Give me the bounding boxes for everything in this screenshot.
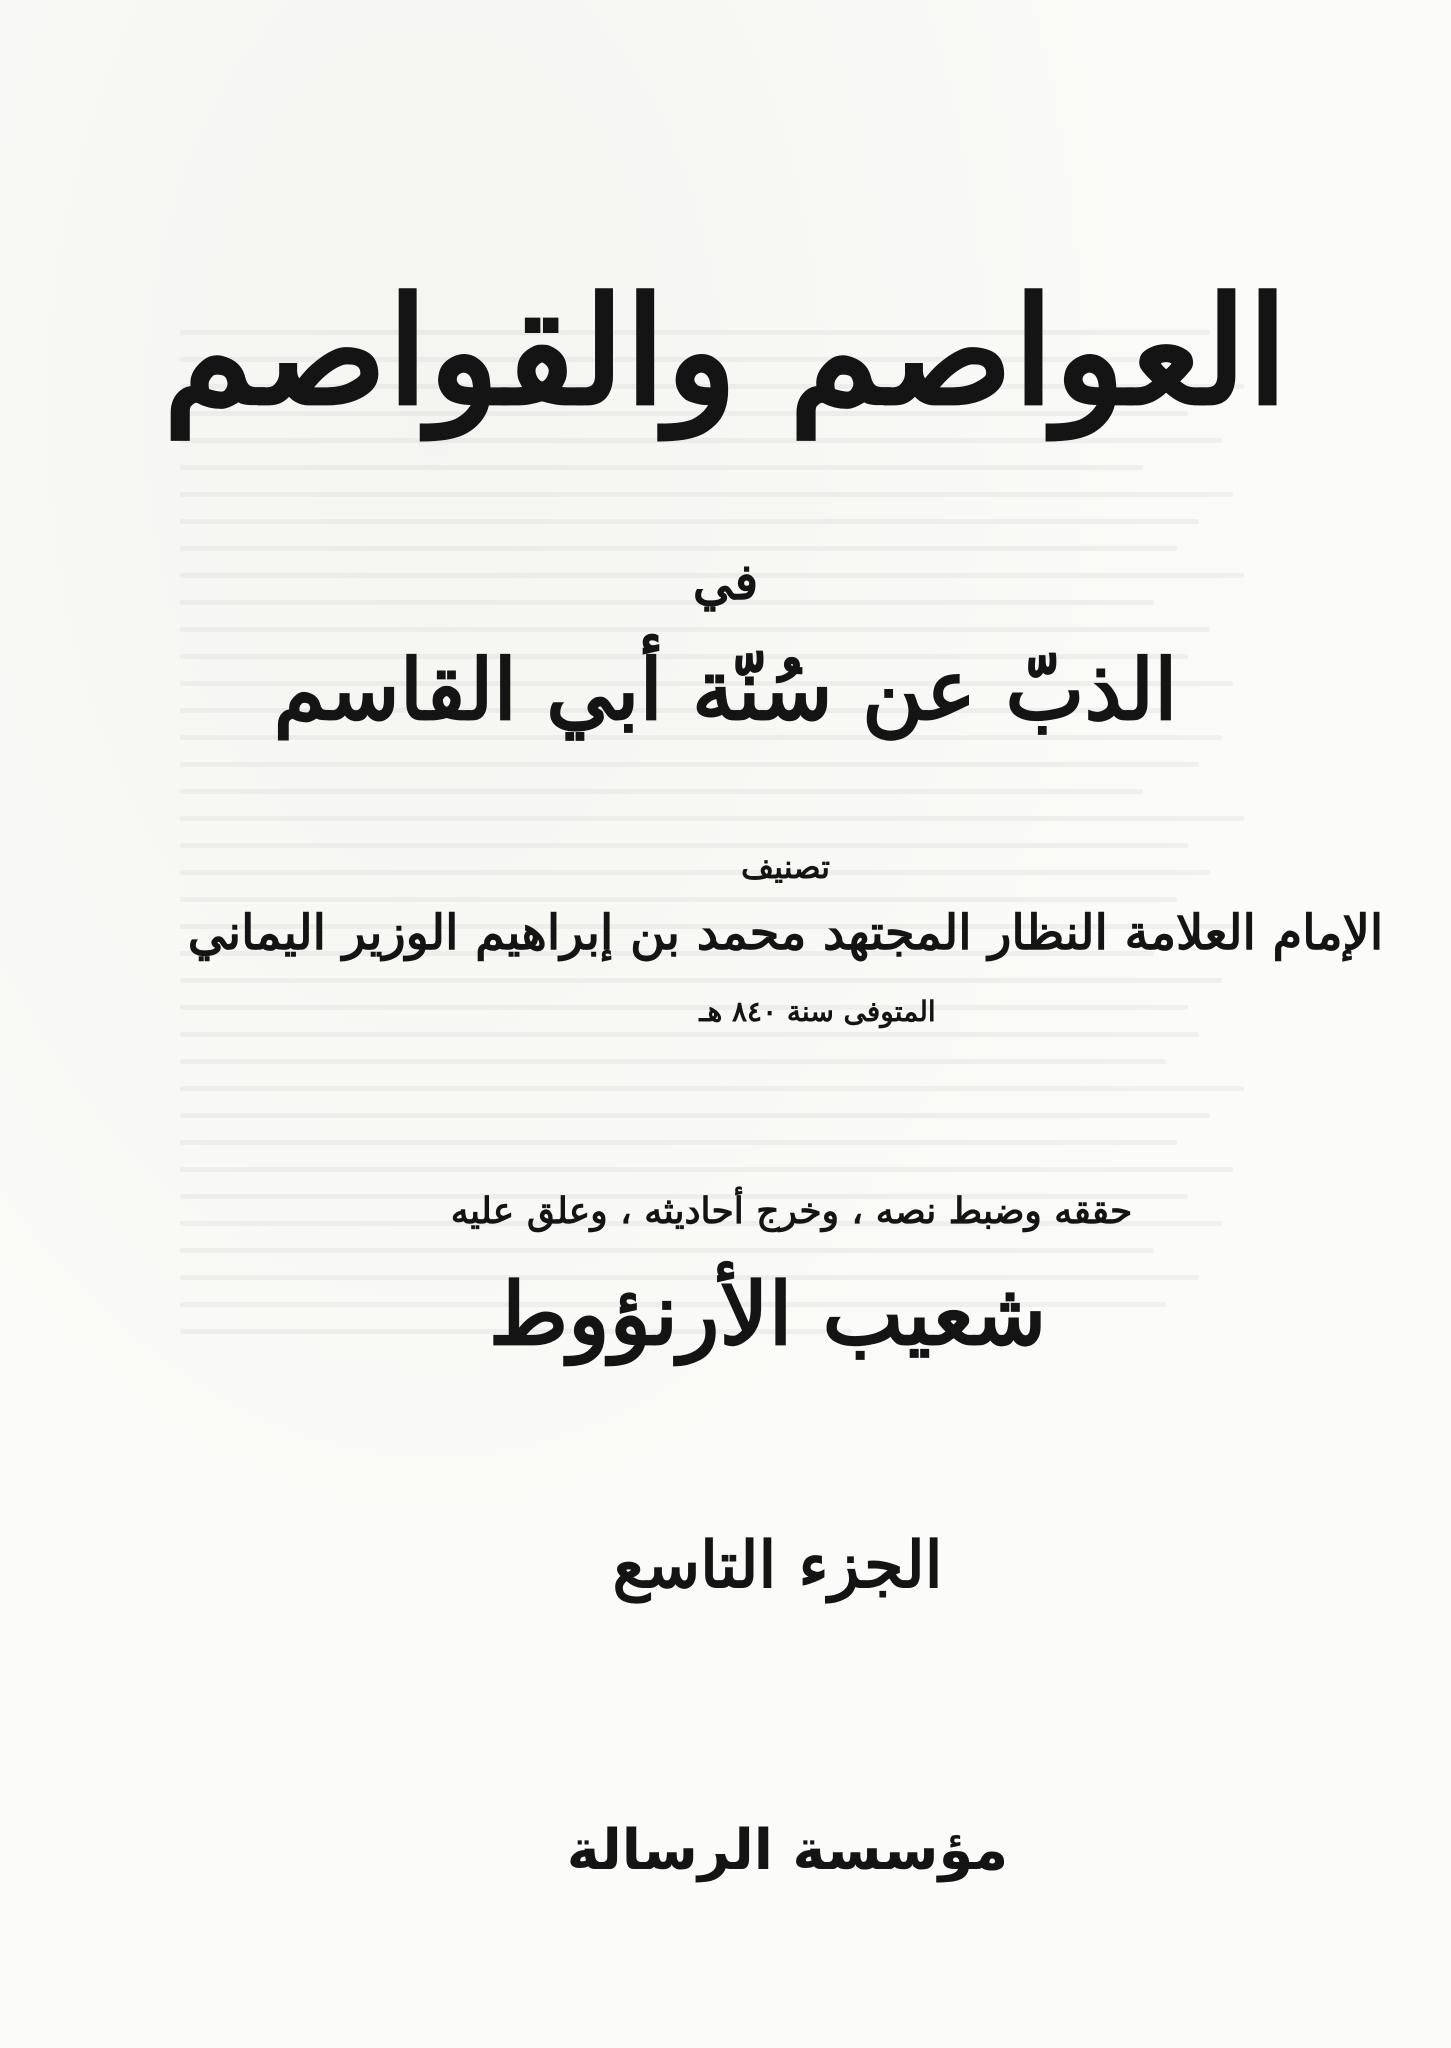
publisher-name: مؤسسة الرسالة <box>566 1818 1009 1883</box>
book-title: العواصم والقواصم <box>162 264 1289 438</box>
volume-label: الجزء التاسع <box>612 1528 943 1603</box>
author-name: الإمام العلامة النظار المجتهد محمد بن إبراهيم الوزير اليماني <box>187 905 1384 961</box>
author-death-date: المتوفى سنة ٨٤٠ هـ <box>699 995 936 1028</box>
book-subtitle: الذبّ عن سُنّة أبي القاسم <box>273 640 1178 739</box>
authored-by-label: تصنيف <box>740 848 831 886</box>
editor-name: شعيب الأرنؤوط <box>488 1264 1047 1365</box>
title-connector: في <box>692 552 759 611</box>
editor-credit: حققه وضبط نصه ، وخرج أحاديثه ، وعلق عليه <box>450 1190 1133 1232</box>
